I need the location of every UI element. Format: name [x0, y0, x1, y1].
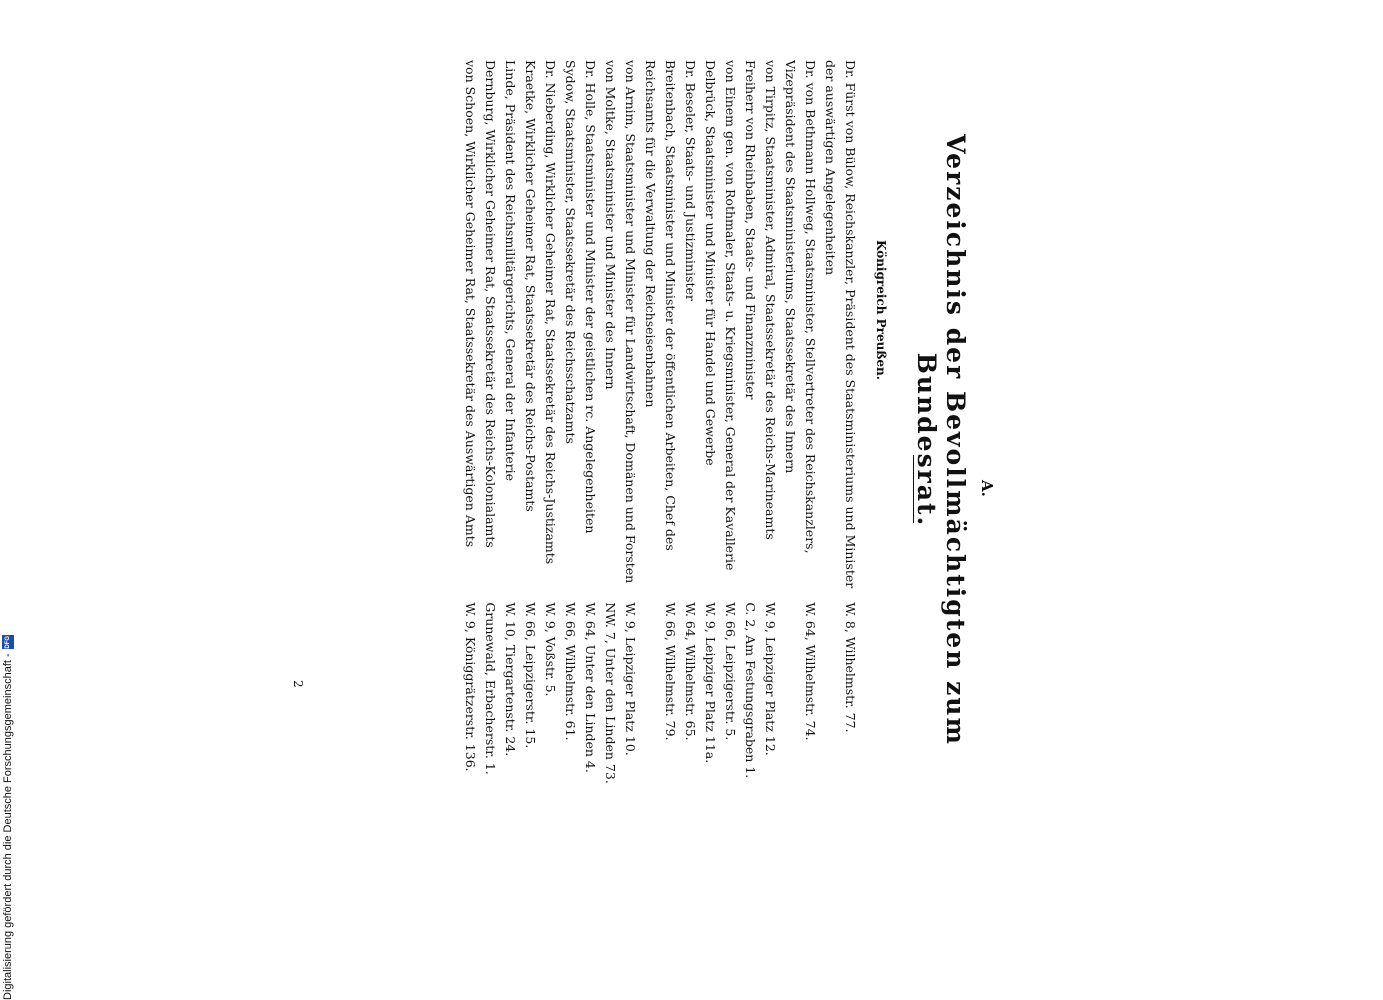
member-name: Linde, Präsident des Reichsmilitärgerichts, General der Infanterie	[503, 60, 518, 482]
member-address: W. 9, Leipziger Platz 12.	[763, 602, 778, 756]
list-item	[620, 60, 640, 820]
page-title: Verzeichnis der Bevollmächtigten zum Bundesrat.	[912, 134, 970, 746]
member-address: Grunewald, Erbacherstr. 1.	[483, 602, 498, 775]
credit-text: Digitalisierung gefördert durch die Deutsche Forschungsgemeinschaft -	[2, 653, 14, 1000]
list-item	[780, 60, 820, 820]
page-number: 2	[291, 680, 305, 688]
member-name: Freiherr von Rheinbaben, Staats- und Finanzminister	[743, 60, 758, 400]
list-item	[580, 60, 600, 820]
list-item	[700, 60, 720, 820]
section-letter: A.	[978, 480, 996, 497]
member-name: Dr. Nieberding, Wirklicher Geheimer Rat, Staatssekretär des Reichs-Justizamts	[543, 60, 558, 565]
document-page	[230, 60, 1000, 820]
member-name: Dr. Fürst von Bülow, Reichskanzler, Präsident des Staatsministeriums und Minister der auswärtigen Angelegenheiten	[823, 60, 858, 589]
member-address: NW. 7, Unter den Linden 73.	[603, 602, 618, 784]
member-address: W. 9, Königgrätzerstr. 136.	[463, 602, 478, 772]
list-item	[600, 60, 620, 820]
list-item	[500, 60, 520, 820]
list-item	[820, 60, 860, 820]
member-name: Delbrück, Staatsminister und Minister für Handel und Gewerbe	[703, 60, 718, 466]
member-name: von Moltke, Staatsminister und Minister des Innern	[603, 60, 618, 390]
list-item	[480, 60, 500, 820]
member-address: W. 66, Wilhelmstr. 61.	[563, 602, 578, 741]
member-name: Breitenbach, Staatsminister und Minister der öffentlichen Arbeiten, Chef des Reichsamts für die Verwaltung der Reichseisenbahnen	[643, 60, 678, 551]
list-item	[460, 60, 480, 820]
member-address: W. 64, Wilhelmstr. 65.	[683, 602, 698, 741]
list-item	[520, 60, 540, 820]
member-name: Dr. Beseler, Staats- und Justizminister	[683, 60, 698, 301]
member-name: Dr. Holle, Staatsminister und Minister der geistlichen rc. Angelegenheiten	[583, 60, 598, 534]
member-name: von Arnim, Staatsminister und Minister für Landwirtschaft, Domänen und Forsten	[623, 60, 638, 584]
member-list	[460, 60, 860, 820]
member-address: W. 66, Wilhelmstr. 79.	[663, 602, 678, 741]
member-name: Kraetke, Wirklicher Geheimer Rat, Staatssekretär des Reichs-Postamts	[523, 60, 538, 512]
member-address: W. 64, Unter den Linden 4.	[583, 602, 598, 773]
list-item	[680, 60, 700, 820]
list-item	[540, 60, 560, 820]
member-name: Dernburg, Wirklicher Geheimer Rat, Staatssekretär des Reichs-Kolonialamts	[483, 60, 498, 548]
member-name: von Einem gen. von Rothmaler, Staats- u. Kriegsminister, General der Kavallerie	[723, 60, 738, 571]
member-address: W. 8, Wilhelmstr. 77.	[843, 602, 858, 733]
member-address: W. 66, Leipzigerstr. 15.	[523, 602, 538, 749]
list-item	[740, 60, 760, 820]
section-heading: Königreich Preußen.	[874, 240, 888, 380]
member-name: von Schoen, Wirklicher Geheimer Rat, Staatssekretär des Auswärtigen Amts	[463, 60, 478, 548]
title-rule	[913, 455, 914, 523]
member-address: W. 64, Wilhelmstr. 74.	[803, 602, 818, 741]
member-address: W. 10, Tiergartenstr. 24.	[503, 602, 518, 757]
member-name: von Tirpitz, Staatsminister, Admiral, Staatssekretär des Reichs-Marineamts	[763, 60, 778, 540]
list-item	[720, 60, 740, 820]
member-address: W. 9, Leipziger Platz 11a.	[703, 602, 718, 764]
member-address: W. 9, Voßstr. 5.	[543, 602, 558, 697]
list-item	[760, 60, 780, 820]
list-item	[640, 60, 680, 820]
member-address: C. 2, Am Festungsgraben 1.	[743, 602, 758, 779]
dfg-logo-icon: DFG	[2, 635, 14, 649]
member-address: W. 9, Leipziger Platz 10.	[623, 602, 638, 756]
member-address: W. 66, Leipzigerstr. 5.	[723, 602, 738, 741]
member-name: Dr. von Bethmann Hollweg, Staatsminister, Stellvertreter des Reichskanzlers, Vizepräsident des Staatsministeriums, Staatssekretär des Innern	[783, 60, 818, 554]
list-item	[560, 60, 580, 820]
member-name: Sydow, Staatsminister, Staatssekretär des Reichsschatzamts	[563, 60, 578, 444]
digitization-credit	[0, 600, 16, 1000]
